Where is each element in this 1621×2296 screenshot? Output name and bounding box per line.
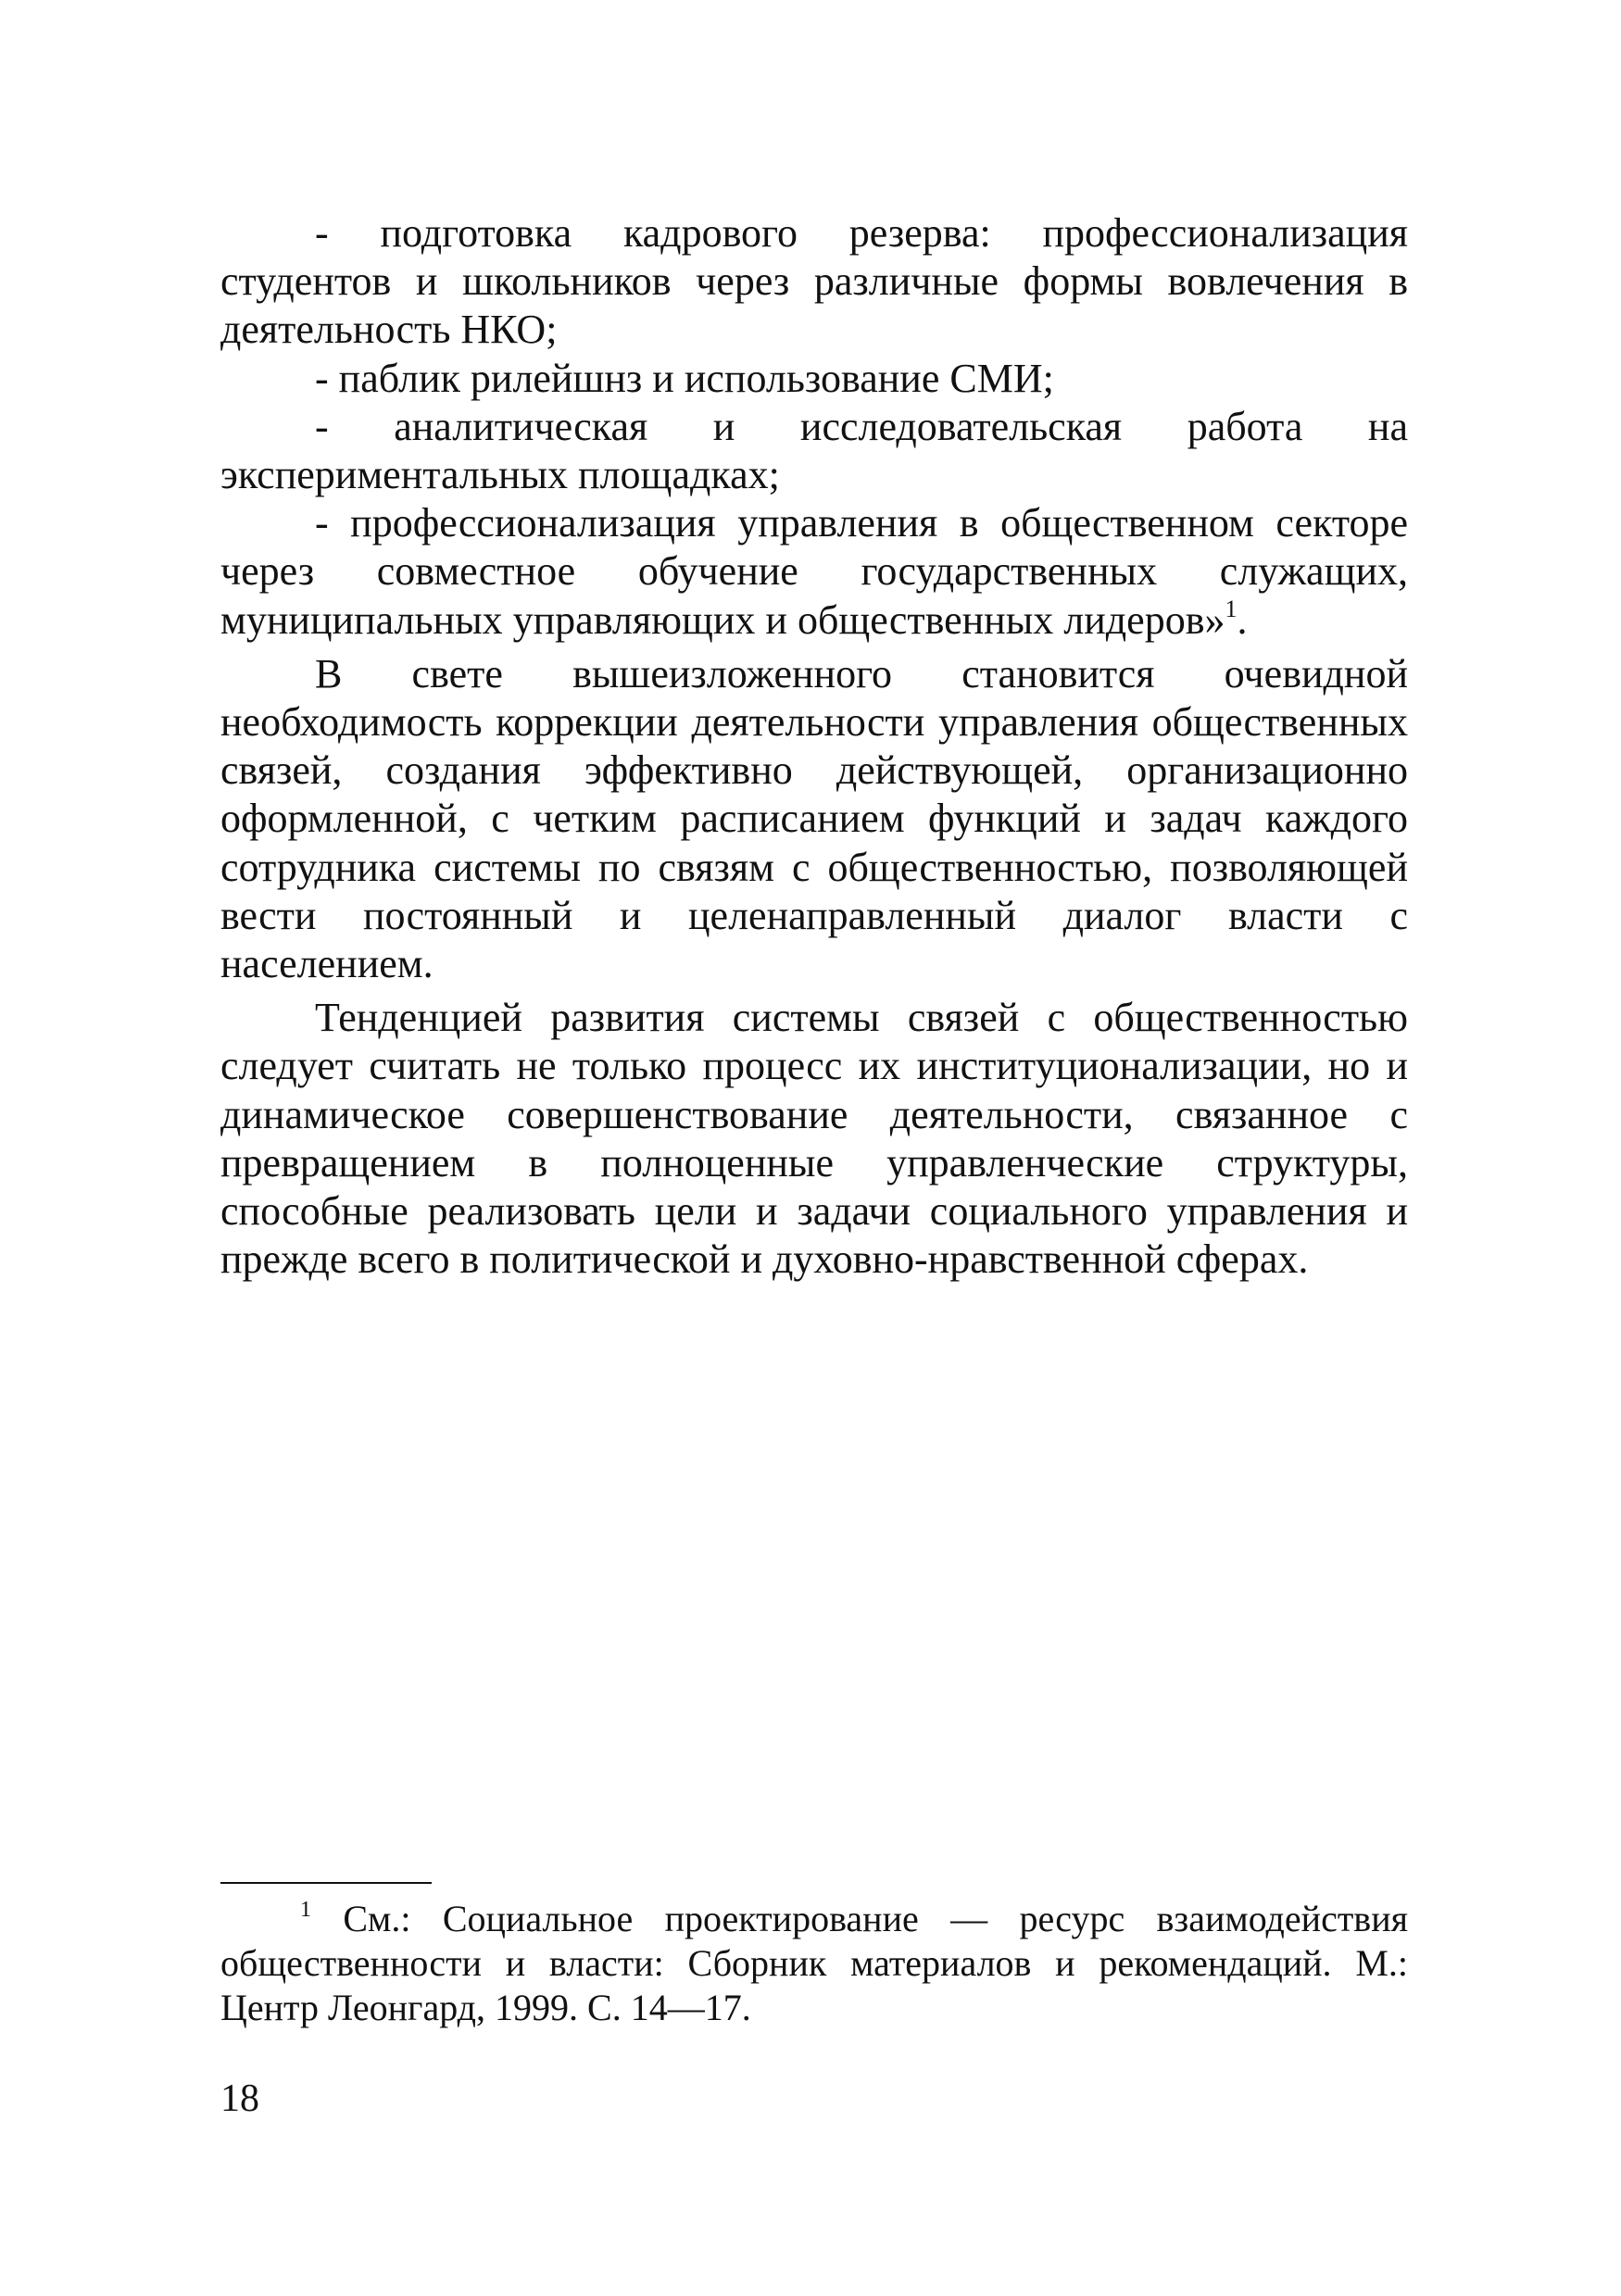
footnote-text: См.: Социальное проектирование — ресурс взаимодействия общественности и власти: Сборник материалов и рекомендаций. М.: Центр Леонгард, 1999. С. 14—17. <box>220 1898 1408 2028</box>
paragraph-tendency <box>220 994 1408 1284</box>
list-item-analytical-work <box>220 403 1408 499</box>
list-item-personnel-reserve <box>220 209 1408 355</box>
paragraph-text: - аналитическая и исследовательская работа на экспериментальных площадках; <box>220 403 1408 498</box>
footnote-reference: 1 <box>1225 595 1238 622</box>
paragraph-text: - подготовка кадрового резерва: профессионализация студентов и школьников через различные формы вовлечения в деятельность НКО; <box>220 210 1408 353</box>
footnote-separator <box>220 1882 432 1884</box>
body-text <box>220 209 1408 1284</box>
paragraph-text: Тенденцией развития системы связей с общественностью следует считать не только процесс их институционализации, но и динамическое совершенствование деятельности, связанное с превращением в полноценные управленческие структуры, способные реализовать цели и задачи социального управления и прежде всего в политической и духовно-нравственной сферах. <box>220 995 1408 1283</box>
footnote-mark: 1 <box>300 1898 311 1922</box>
footnote-reference-tail: . <box>1237 596 1248 643</box>
footnote <box>220 1897 1408 2030</box>
list-item-public-relations <box>220 355 1408 403</box>
paragraph-text: В свете вышеизложенного становится очевидной необходимость коррекции деятельности управления общественных связей, создания эффективно действующей, организационно оформленной, с четким расписанием функций и задач каждого сотрудника системы по связям с общественностью, позволяющей вести постоянный и целенаправленный диалог власти с населением. <box>220 650 1408 987</box>
paragraph-text: - профессионализация управления в общественном секторе через совместное обучение государственных служащих, муниципальных управляющих и общественных лидеров» <box>220 500 1408 643</box>
list-item-professionalization <box>220 499 1408 645</box>
paragraph-necessity <box>220 650 1408 988</box>
page-number: 18 <box>220 2077 259 2120</box>
paragraph-text: - паблик рилейшнз и использование СМИ; <box>315 355 1054 401</box>
